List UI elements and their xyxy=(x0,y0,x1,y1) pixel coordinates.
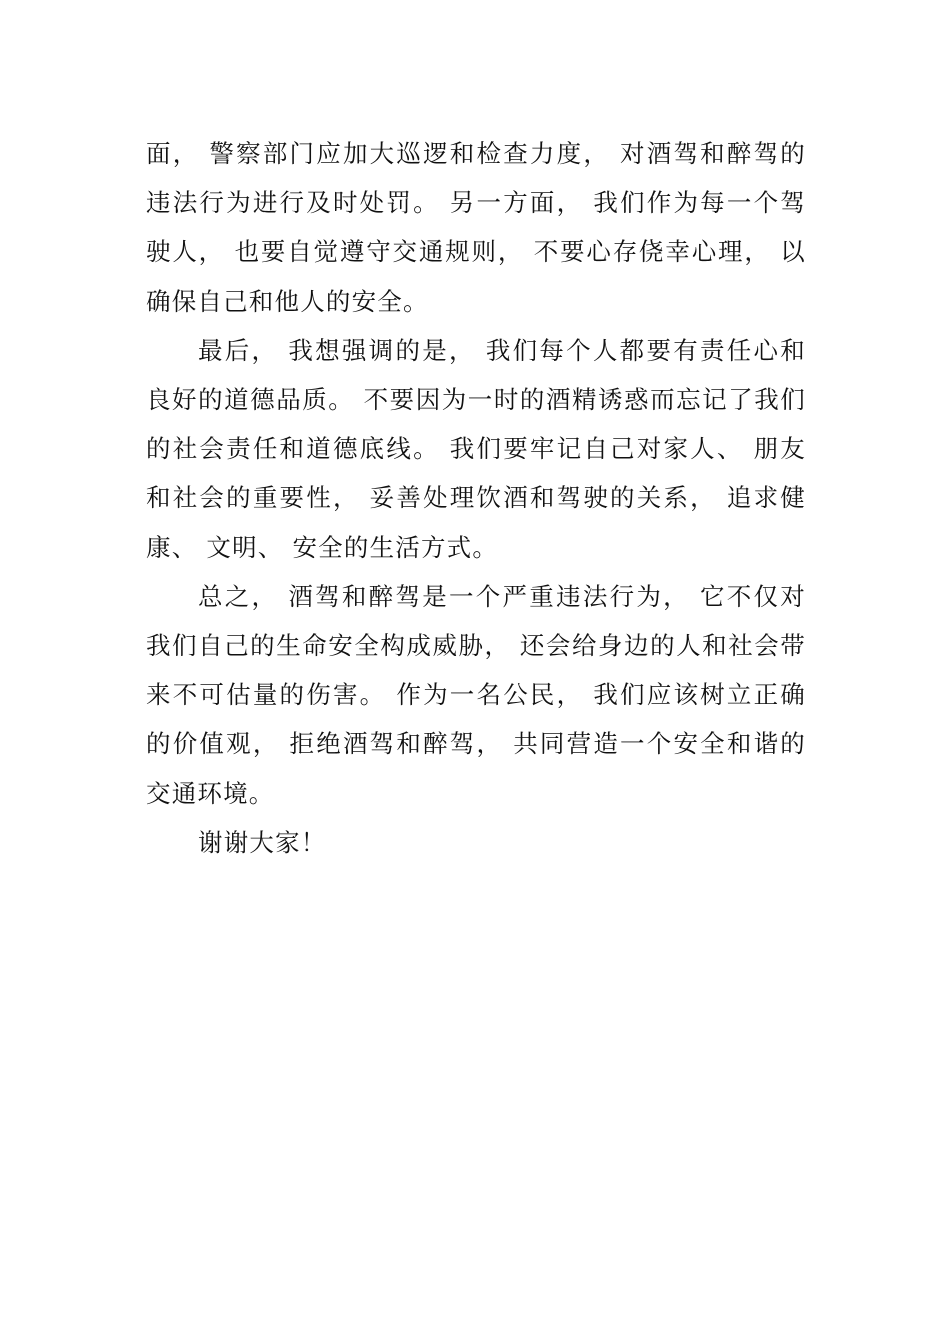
paragraph-conclusion: 总之， 酒驾和醉驾是一个严重违法行为， 它不仅对我们自己的生命安全构成威胁， 还会给身边的人和社会带来不可估量的伤害。 作为一名公民， 我们应该树立正确的价值观， 拒绝酒驾和醉驾， 共同营造一个安全和谐的交通环境。 xyxy=(146,581,806,808)
paragraph-continuation: 面， 警察部门应加大巡逻和检查力度， 对酒驾和醉驾的违法行为进行及时处罚。 另一方面， 我们作为每一个驾驶人， 也要自觉遵守交通规则， 不要心存侥幸心理， 以确保自己和他人的安全。 xyxy=(146,139,806,316)
document-body xyxy=(146,129,806,867)
paragraph-finally: 最后， 我想强调的是， 我们每个人都要有责任心和良好的道德品质。 不要因为一时的酒精诱惑而忘记了我们的社会责任和道德底线。 我们要牢记自己对家人、 朋友和社会的重要性， 妥善处理饮酒和驾驶的关系， 追求健康、 文明、 安全的生活方式。 xyxy=(146,335,806,562)
paragraph-thanks: 谢谢大家！ xyxy=(198,827,327,857)
